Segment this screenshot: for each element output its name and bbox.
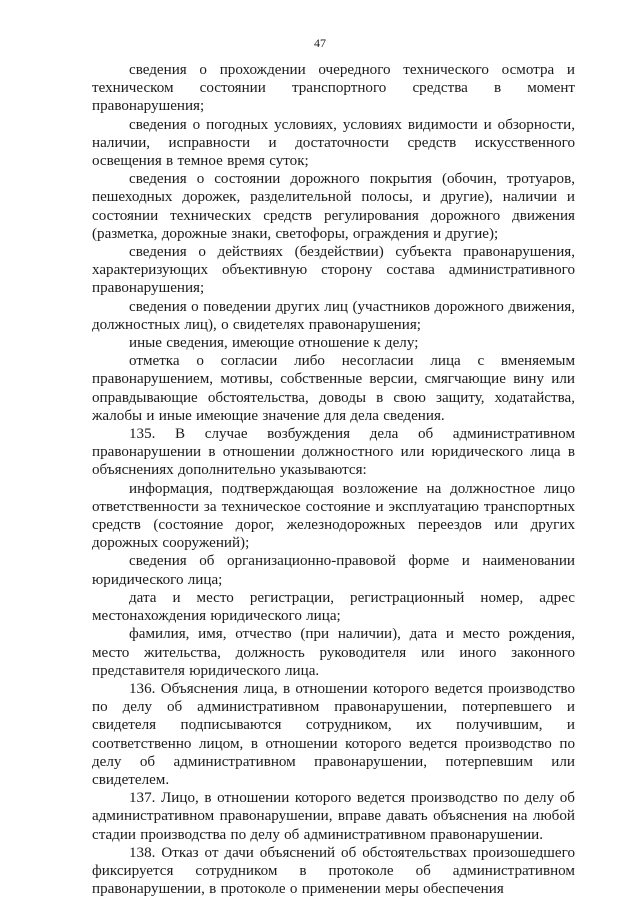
paragraph-clause-136: 136. Объяснения лица, в отношении которого ведется производство по делу об административном правонарушении, потерпевшего и свидетеля подписываются сотрудником, их получившим, и соответственно лицом, в отношении которого ведется производство по делу об административном правонарушении, потерпевшим или свидетелем. bbox=[92, 680, 575, 788]
paragraph-consent-mark: отметка о согласии либо несогласии лица с вменяемым правонарушением, мотивы, собственные версии, смягчающие вину или оправдывающие обстоятельства, доводы в свою защиту, ходатайства, жалобы и иные имеющие значение для дела сведения. bbox=[92, 353, 575, 424]
paragraph-clause-138: 138. Отказ от дачи объяснений об обстоятельствах произошедшего фиксируется сотрудником в протоколе об административном правонарушении, в протоколе о применении меры обеспечения bbox=[92, 844, 575, 898]
paragraph-clause-137: 137. Лицо, в отношении которого ведется производство по делу об административном правонарушении, вправе давать объяснения на любой стадии производства по делу об административном правонарушении. bbox=[92, 790, 575, 843]
paragraph-registration-info: дата и место регистрации, регистрационный номер, адрес местонахождения юридического лица; bbox=[92, 589, 575, 625]
page-number: 47 bbox=[314, 36, 326, 50]
paragraph-representative-info: фамилия, имя, отчество (при наличии), дата и место рождения, место жительства, должность руководителя или иного законного представителя юридического лица. bbox=[92, 626, 575, 679]
paragraph-other-info: иные сведения, имеющие отношение к делу; bbox=[129, 335, 419, 352]
document-body bbox=[92, 61, 575, 898]
paragraph-other-persons-info: сведения о поведении других лиц (участников дорожного движения, должностных лиц), о свидетелях правонарушения; bbox=[92, 298, 575, 333]
paragraph-offender-actions-info: сведения о действиях (бездействии) субъекта правонарушения, характеризующих объективную сторону состава административного правонарушения; bbox=[92, 244, 575, 297]
paragraph-legal-form-info: сведения об организационно-правовой форме и наименовании юридического лица; bbox=[92, 553, 575, 588]
paragraph-clause-135: 135. В случае возбуждения дела об административном правонарушении в отношении должностного или юридического лица в объяснениях дополнительно указываются: bbox=[92, 426, 575, 479]
paragraph-responsibility-info: информация, подтверждающая возложение на должностное лицо ответственности за техническое состояние и эксплуатацию транспортных средств (состояние дорог, железнодорожных переездов или других дорожных сооружений); bbox=[92, 480, 575, 552]
paragraph-weather-info: сведения о погодных условиях, условиях видимости и обзорности, наличии, исправности и достаточности средств искусственного освещения в темное время суток; bbox=[92, 116, 575, 170]
paragraph-road-condition-info: сведения о состоянии дорожного покрытия (обочин, тротуаров, пешеходных дорожек, разделительной полосы, и другие), наличии и состоянии технических средств регулирования дорожного движения (разметка, дорожные знаки, светофоры, ограждения и другие); bbox=[92, 171, 575, 242]
paragraph-inspection-info: сведения о прохождении очередного технического осмотра и техническом состоянии транспортного средства в момент правонарушения; bbox=[92, 62, 575, 115]
